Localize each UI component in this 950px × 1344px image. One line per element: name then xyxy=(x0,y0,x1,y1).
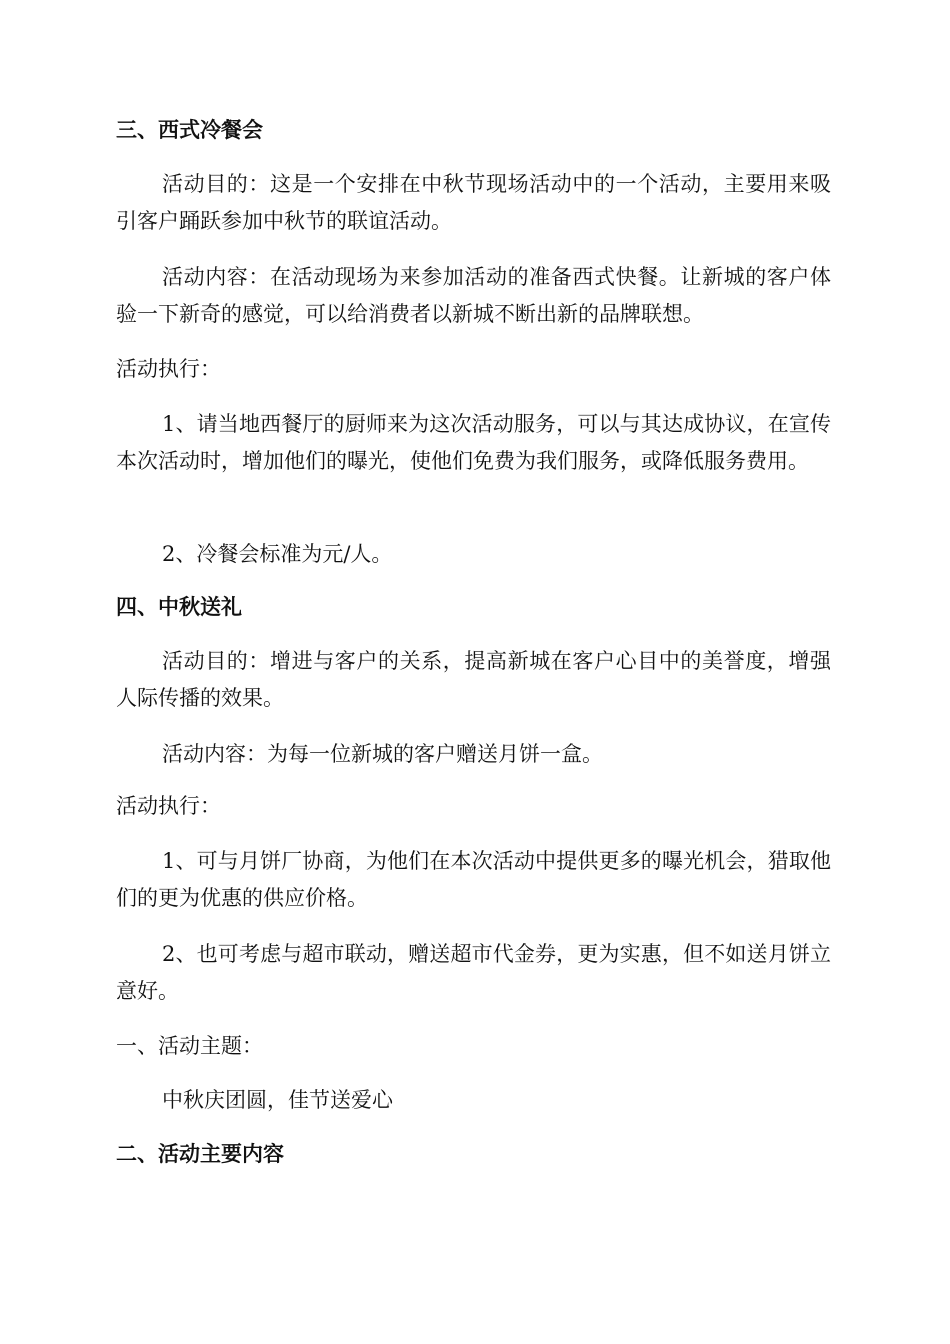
s4-exec-item-1: 1、可与月饼厂协商，为他们在本次活动中提供更多的曝光机会，猎取他们的更为优惠的供应价格。 xyxy=(116,849,831,910)
section-heading-4: 四、中秋送礼 xyxy=(116,595,242,619)
s3-goal-paragraph: 活动目的：这是一个安排在中秋节现场活动中的一个活动，主要用来吸引客户踊跃参加中秋节的联谊活动。 xyxy=(116,172,831,233)
s3-exec-label: 活动执行： xyxy=(116,357,221,381)
s4-content-paragraph: 活动内容：为每一位新城的客户赠送月饼一盒。 xyxy=(162,742,603,766)
section-heading-2: 二、活动主要内容 xyxy=(116,1142,284,1166)
section-heading-1: 一、活动主题： xyxy=(116,1034,263,1058)
s3-content-paragraph: 活动内容：在活动现场为来参加活动的准备西式快餐。让新城的客户体验一下新奇的感觉，可以给消费者以新城不断出新的品牌联想。 xyxy=(116,265,831,326)
s4-goal-paragraph: 活动目的：增进与客户的关系，提高新城在客户心目中的美誉度，增强人际传播的效果。 xyxy=(116,649,831,710)
theme-text: 中秋庆团圆，佳节送爱心 xyxy=(162,1088,393,1112)
s4-exec-item-2: 2、也可考虑与超市联动，赠送超市代金券，更为实惠，但不如送月饼立意好。 xyxy=(116,942,831,1003)
s3-exec-item-2: 2、冷餐会标准为元/人。 xyxy=(162,542,393,566)
s3-exec-item-1: 1、请当地西餐厅的厨师来为这次活动服务，可以与其达成协议，在宣传本次活动时，增加他们的曝光，使他们免费为我们服务，或降低服务费用。 xyxy=(116,412,831,473)
s4-exec-label: 活动执行： xyxy=(116,794,221,818)
section-heading-3: 三、西式冷餐会 xyxy=(116,118,263,142)
